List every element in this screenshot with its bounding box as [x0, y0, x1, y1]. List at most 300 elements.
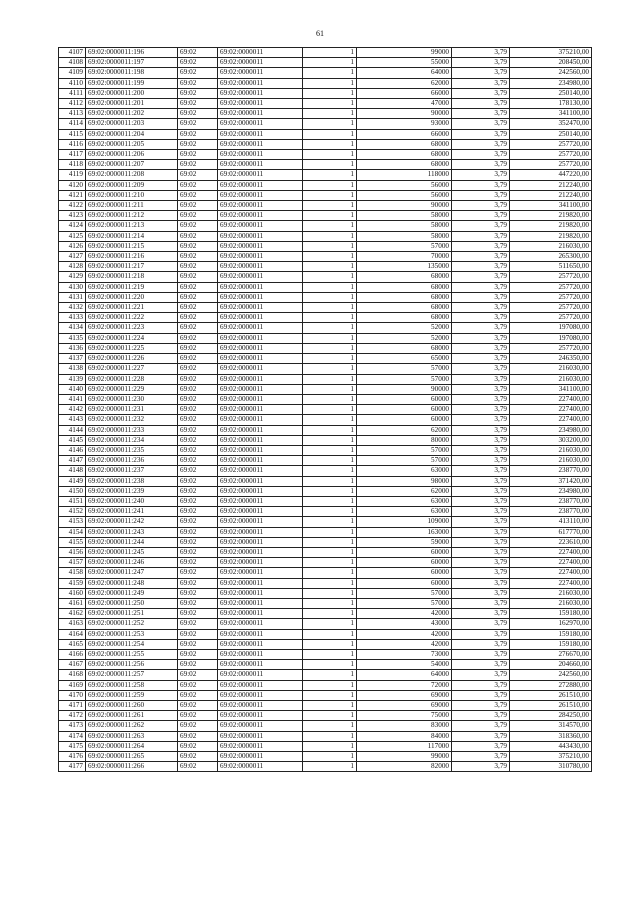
quarter-code-cell: 69:02:0000011 [218, 609, 303, 619]
cadastral-value-cell: 257720,00 [510, 150, 592, 160]
area-cell: 60000 [357, 394, 452, 404]
count-cell: 1 [303, 405, 357, 415]
area-cell: 68000 [357, 343, 452, 353]
table-row [59, 486, 592, 496]
area-cell: 68000 [357, 160, 452, 170]
table-row [59, 241, 592, 251]
table-row [59, 496, 592, 506]
count-cell: 1 [303, 547, 357, 557]
cadastral-value-cell: 303200,00 [510, 435, 592, 445]
count-cell: 1 [303, 445, 357, 455]
district-code-cell: 69:02 [178, 303, 218, 313]
cadastral-number-cell: 69:02:0000011:236 [86, 456, 178, 466]
rate-cell: 3,79 [452, 48, 510, 58]
count-cell: 1 [303, 374, 357, 384]
table-row [59, 221, 592, 231]
area-cell: 60000 [357, 568, 452, 578]
area-cell: 62000 [357, 486, 452, 496]
table-row [59, 394, 592, 404]
rate-cell: 3,79 [452, 568, 510, 578]
cadastral-number-cell: 69:02:0000011:254 [86, 639, 178, 649]
cadastral-number-cell: 69:02:0000011:225 [86, 343, 178, 353]
row-number-cell: 4158 [59, 568, 86, 578]
district-code-cell: 69:02 [178, 252, 218, 262]
area-cell: 90000 [357, 109, 452, 119]
table-row [59, 129, 592, 139]
area-cell: 42000 [357, 629, 452, 639]
area-cell: 52000 [357, 323, 452, 333]
quarter-code-cell: 69:02:0000011 [218, 670, 303, 680]
area-cell: 60000 [357, 578, 452, 588]
count-cell: 1 [303, 211, 357, 221]
row-number-cell: 4164 [59, 629, 86, 639]
quarter-code-cell: 69:02:0000011 [218, 150, 303, 160]
table-row [59, 466, 592, 476]
cadastral-number-cell: 69:02:0000011:263 [86, 731, 178, 741]
rate-cell: 3,79 [452, 292, 510, 302]
land-parcel-table [58, 47, 592, 772]
district-code-cell: 69:02 [178, 343, 218, 353]
quarter-code-cell: 69:02:0000011 [218, 109, 303, 119]
quarter-code-cell: 69:02:0000011 [218, 99, 303, 109]
area-cell: 58000 [357, 211, 452, 221]
row-number-cell: 4144 [59, 425, 86, 435]
row-number-cell: 4156 [59, 547, 86, 557]
rate-cell: 3,79 [452, 262, 510, 272]
area-cell: 42000 [357, 609, 452, 619]
area-cell: 62000 [357, 425, 452, 435]
count-cell: 1 [303, 190, 357, 200]
row-number-cell: 4159 [59, 578, 86, 588]
count-cell: 1 [303, 99, 357, 109]
table-row [59, 343, 592, 353]
rate-cell: 3,79 [452, 384, 510, 394]
area-cell: 68000 [357, 272, 452, 282]
district-code-cell: 69:02 [178, 282, 218, 292]
cadastral-value-cell: 310780,00 [510, 762, 592, 772]
district-code-cell: 69:02 [178, 690, 218, 700]
quarter-code-cell: 69:02:0000011 [218, 313, 303, 323]
count-cell: 1 [303, 690, 357, 700]
quarter-code-cell: 69:02:0000011 [218, 211, 303, 221]
rate-cell: 3,79 [452, 303, 510, 313]
cadastral-value-cell: 234980,00 [510, 425, 592, 435]
district-code-cell: 69:02 [178, 190, 218, 200]
cadastral-number-cell: 69:02:0000011:202 [86, 109, 178, 119]
cadastral-number-cell: 69:02:0000011:209 [86, 180, 178, 190]
rate-cell: 3,79 [452, 680, 510, 690]
rate-cell: 3,79 [452, 619, 510, 629]
cadastral-value-cell: 216030,00 [510, 456, 592, 466]
row-number-cell: 4110 [59, 78, 86, 88]
cadastral-value-cell: 219820,00 [510, 221, 592, 231]
cadastral-number-cell: 69:02:0000011:204 [86, 129, 178, 139]
row-number-cell: 4143 [59, 415, 86, 425]
row-number-cell: 4138 [59, 364, 86, 374]
row-number-cell: 4135 [59, 333, 86, 343]
quarter-code-cell: 69:02:0000011 [218, 639, 303, 649]
quarter-code-cell: 69:02:0000011 [218, 721, 303, 731]
count-cell: 1 [303, 150, 357, 160]
district-code-cell: 69:02 [178, 537, 218, 547]
count-cell: 1 [303, 252, 357, 262]
cadastral-number-cell: 69:02:0000011:253 [86, 629, 178, 639]
rate-cell: 3,79 [452, 150, 510, 160]
quarter-code-cell: 69:02:0000011 [218, 568, 303, 578]
cadastral-value-cell: 216030,00 [510, 241, 592, 251]
table-row [59, 547, 592, 557]
table-row [59, 180, 592, 190]
area-cell: 90000 [357, 384, 452, 394]
table-row [59, 435, 592, 445]
count-cell: 1 [303, 272, 357, 282]
cadastral-number-cell: 69:02:0000011:265 [86, 752, 178, 762]
rate-cell: 3,79 [452, 333, 510, 343]
area-cell: 65000 [357, 354, 452, 364]
table-row [59, 139, 592, 149]
rate-cell: 3,79 [452, 88, 510, 98]
quarter-code-cell: 69:02:0000011 [218, 160, 303, 170]
quarter-code-cell: 69:02:0000011 [218, 405, 303, 415]
district-code-cell: 69:02 [178, 517, 218, 527]
row-number-cell: 4165 [59, 639, 86, 649]
cadastral-number-cell: 69:02:0000011:244 [86, 537, 178, 547]
district-code-cell: 69:02 [178, 680, 218, 690]
area-cell: 60000 [357, 547, 452, 557]
table-row [59, 68, 592, 78]
rate-cell: 3,79 [452, 466, 510, 476]
cadastral-number-cell: 69:02:0000011:231 [86, 405, 178, 415]
table-row [59, 649, 592, 659]
rate-cell: 3,79 [452, 629, 510, 639]
cadastral-number-cell: 69:02:0000011:199 [86, 78, 178, 88]
cadastral-value-cell: 227400,00 [510, 547, 592, 557]
rate-cell: 3,79 [452, 496, 510, 506]
district-code-cell: 69:02 [178, 578, 218, 588]
cadastral-value-cell: 212240,00 [510, 190, 592, 200]
cadastral-value-cell: 257720,00 [510, 292, 592, 302]
row-number-cell: 4167 [59, 660, 86, 670]
cadastral-number-cell: 69:02:0000011:262 [86, 721, 178, 731]
row-number-cell: 4124 [59, 221, 86, 231]
count-cell: 1 [303, 486, 357, 496]
area-cell: 54000 [357, 660, 452, 670]
cadastral-value-cell: 341100,00 [510, 201, 592, 211]
rate-cell: 3,79 [452, 670, 510, 680]
district-code-cell: 69:02 [178, 496, 218, 506]
area-cell: 72000 [357, 680, 452, 690]
area-cell: 68000 [357, 139, 452, 149]
quarter-code-cell: 69:02:0000011 [218, 364, 303, 374]
row-number-cell: 4113 [59, 109, 86, 119]
district-code-cell: 69:02 [178, 660, 218, 670]
cadastral-value-cell: 238770,00 [510, 496, 592, 506]
district-code-cell: 69:02 [178, 150, 218, 160]
area-cell: 75000 [357, 711, 452, 721]
quarter-code-cell: 69:02:0000011 [218, 466, 303, 476]
rate-cell: 3,79 [452, 456, 510, 466]
count-cell: 1 [303, 507, 357, 517]
district-code-cell: 69:02 [178, 486, 218, 496]
table-row [59, 415, 592, 425]
count-cell: 1 [303, 231, 357, 241]
cadastral-value-cell: 257720,00 [510, 282, 592, 292]
row-number-cell: 4119 [59, 170, 86, 180]
table-row [59, 680, 592, 690]
cadastral-value-cell: 257720,00 [510, 139, 592, 149]
cadastral-value-cell: 227400,00 [510, 405, 592, 415]
district-code-cell: 69:02 [178, 99, 218, 109]
rate-cell: 3,79 [452, 68, 510, 78]
count-cell: 1 [303, 282, 357, 292]
count-cell: 1 [303, 660, 357, 670]
quarter-code-cell: 69:02:0000011 [218, 58, 303, 68]
area-cell: 59000 [357, 537, 452, 547]
district-code-cell: 69:02 [178, 180, 218, 190]
cadastral-value-cell: 197080,00 [510, 333, 592, 343]
table-row [59, 231, 592, 241]
table-row [59, 731, 592, 741]
rate-cell: 3,79 [452, 476, 510, 486]
district-code-cell: 69:02 [178, 629, 218, 639]
count-cell: 1 [303, 517, 357, 527]
cadastral-value-cell: 375210,00 [510, 48, 592, 58]
quarter-code-cell: 69:02:0000011 [218, 262, 303, 272]
cadastral-number-cell: 69:02:0000011:228 [86, 374, 178, 384]
table-row [59, 354, 592, 364]
area-cell: 163000 [357, 527, 452, 537]
table-row [59, 384, 592, 394]
count-cell: 1 [303, 48, 357, 58]
area-cell: 57000 [357, 445, 452, 455]
district-code-cell: 69:02 [178, 170, 218, 180]
area-cell: 57000 [357, 364, 452, 374]
area-cell: 82000 [357, 762, 452, 772]
quarter-code-cell: 69:02:0000011 [218, 629, 303, 639]
rate-cell: 3,79 [452, 129, 510, 139]
cadastral-number-cell: 69:02:0000011:214 [86, 231, 178, 241]
count-cell: 1 [303, 496, 357, 506]
rate-cell: 3,79 [452, 731, 510, 741]
rate-cell: 3,79 [452, 588, 510, 598]
quarter-code-cell: 69:02:0000011 [218, 711, 303, 721]
district-code-cell: 69:02 [178, 445, 218, 455]
row-number-cell: 4168 [59, 670, 86, 680]
area-cell: 68000 [357, 282, 452, 292]
count-cell: 1 [303, 78, 357, 88]
cadastral-number-cell: 69:02:0000011:224 [86, 333, 178, 343]
cadastral-number-cell: 69:02:0000011:207 [86, 160, 178, 170]
table-row [59, 109, 592, 119]
quarter-code-cell: 69:02:0000011 [218, 88, 303, 98]
district-code-cell: 69:02 [178, 272, 218, 282]
cadastral-number-cell: 69:02:0000011:200 [86, 88, 178, 98]
cadastral-number-cell: 69:02:0000011:205 [86, 139, 178, 149]
cadastral-number-cell: 69:02:0000011:227 [86, 364, 178, 374]
row-number-cell: 4157 [59, 558, 86, 568]
quarter-code-cell: 69:02:0000011 [218, 129, 303, 139]
cadastral-value-cell: 257720,00 [510, 272, 592, 282]
cadastral-number-cell: 69:02:0000011:219 [86, 282, 178, 292]
cadastral-value-cell: 341100,00 [510, 384, 592, 394]
count-cell: 1 [303, 701, 357, 711]
district-code-cell: 69:02 [178, 619, 218, 629]
cadastral-number-cell: 69:02:0000011:256 [86, 660, 178, 670]
cadastral-number-cell: 69:02:0000011:248 [86, 578, 178, 588]
quarter-code-cell: 69:02:0000011 [218, 435, 303, 445]
cadastral-value-cell: 227400,00 [510, 558, 592, 568]
area-cell: 118000 [357, 170, 452, 180]
table-row [59, 364, 592, 374]
row-number-cell: 4112 [59, 99, 86, 109]
cadastral-number-cell: 69:02:0000011:198 [86, 68, 178, 78]
cadastral-value-cell: 159180,00 [510, 629, 592, 639]
cadastral-number-cell: 69:02:0000011:230 [86, 394, 178, 404]
area-cell: 57000 [357, 598, 452, 608]
row-number-cell: 4126 [59, 241, 86, 251]
cadastral-number-cell: 69:02:0000011:210 [86, 190, 178, 200]
row-number-cell: 4161 [59, 598, 86, 608]
district-code-cell: 69:02 [178, 160, 218, 170]
table-row [59, 476, 592, 486]
table-row [59, 507, 592, 517]
count-cell: 1 [303, 588, 357, 598]
row-number-cell: 4140 [59, 384, 86, 394]
district-code-cell: 69:02 [178, 568, 218, 578]
district-code-cell: 69:02 [178, 425, 218, 435]
row-number-cell: 4170 [59, 690, 86, 700]
row-number-cell: 4116 [59, 139, 86, 149]
row-number-cell: 4130 [59, 282, 86, 292]
area-cell: 83000 [357, 721, 452, 731]
count-cell: 1 [303, 670, 357, 680]
count-cell: 1 [303, 578, 357, 588]
rate-cell: 3,79 [452, 752, 510, 762]
table-row [59, 211, 592, 221]
row-number-cell: 4146 [59, 445, 86, 455]
cadastral-number-cell: 69:02:0000011:233 [86, 425, 178, 435]
cadastral-value-cell: 159180,00 [510, 609, 592, 619]
rate-cell: 3,79 [452, 517, 510, 527]
rate-cell: 3,79 [452, 445, 510, 455]
table-row [59, 741, 592, 751]
quarter-code-cell: 69:02:0000011 [218, 425, 303, 435]
cadastral-value-cell: 276670,00 [510, 649, 592, 659]
row-number-cell: 4142 [59, 405, 86, 415]
count-cell: 1 [303, 323, 357, 333]
cadastral-number-cell: 69:02:0000011:266 [86, 762, 178, 772]
quarter-code-cell: 69:02:0000011 [218, 343, 303, 353]
quarter-code-cell: 69:02:0000011 [218, 517, 303, 527]
rate-cell: 3,79 [452, 435, 510, 445]
row-number-cell: 4133 [59, 313, 86, 323]
row-number-cell: 4141 [59, 394, 86, 404]
cadastral-number-cell: 69:02:0000011:222 [86, 313, 178, 323]
cadastral-value-cell: 216030,00 [510, 374, 592, 384]
area-cell: 99000 [357, 752, 452, 762]
quarter-code-cell: 69:02:0000011 [218, 190, 303, 200]
row-number-cell: 4172 [59, 711, 86, 721]
count-cell: 1 [303, 303, 357, 313]
row-number-cell: 4149 [59, 476, 86, 486]
area-cell: 70000 [357, 252, 452, 262]
rate-cell: 3,79 [452, 272, 510, 282]
district-code-cell: 69:02 [178, 639, 218, 649]
quarter-code-cell: 69:02:0000011 [218, 333, 303, 343]
table-row [59, 568, 592, 578]
quarter-code-cell: 69:02:0000011 [218, 221, 303, 231]
table-row [59, 517, 592, 527]
count-cell: 1 [303, 568, 357, 578]
rate-cell: 3,79 [452, 762, 510, 772]
cadastral-value-cell: 257720,00 [510, 313, 592, 323]
table-row [59, 639, 592, 649]
rate-cell: 3,79 [452, 415, 510, 425]
district-code-cell: 69:02 [178, 588, 218, 598]
row-number-cell: 4148 [59, 466, 86, 476]
count-cell: 1 [303, 476, 357, 486]
cadastral-value-cell: 341100,00 [510, 109, 592, 119]
row-number-cell: 4153 [59, 517, 86, 527]
count-cell: 1 [303, 221, 357, 231]
area-cell: 63000 [357, 507, 452, 517]
area-cell: 56000 [357, 180, 452, 190]
cadastral-number-cell: 69:02:0000011:217 [86, 262, 178, 272]
table-body [59, 48, 592, 772]
cadastral-number-cell: 69:02:0000011:260 [86, 701, 178, 711]
rate-cell: 3,79 [452, 507, 510, 517]
area-cell: 68000 [357, 150, 452, 160]
rate-cell: 3,79 [452, 119, 510, 129]
cadastral-value-cell: 216030,00 [510, 364, 592, 374]
cadastral-number-cell: 69:02:0000011:235 [86, 445, 178, 455]
district-code-cell: 69:02 [178, 241, 218, 251]
cadastral-number-cell: 69:02:0000011:245 [86, 547, 178, 557]
rate-cell: 3,79 [452, 211, 510, 221]
cadastral-value-cell: 318360,00 [510, 731, 592, 741]
row-number-cell: 4175 [59, 741, 86, 751]
count-cell: 1 [303, 629, 357, 639]
table-row [59, 578, 592, 588]
area-cell: 84000 [357, 731, 452, 741]
quarter-code-cell: 69:02:0000011 [218, 558, 303, 568]
row-number-cell: 4147 [59, 456, 86, 466]
area-cell: 90000 [357, 201, 452, 211]
rate-cell: 3,79 [452, 354, 510, 364]
table-row [59, 323, 592, 333]
count-cell: 1 [303, 129, 357, 139]
row-number-cell: 4122 [59, 201, 86, 211]
area-cell: 63000 [357, 466, 452, 476]
row-number-cell: 4136 [59, 343, 86, 353]
cadastral-number-cell: 69:02:0000011:261 [86, 711, 178, 721]
quarter-code-cell: 69:02:0000011 [218, 394, 303, 404]
rate-cell: 3,79 [452, 343, 510, 353]
cadastral-value-cell: 223610,00 [510, 537, 592, 547]
row-number-cell: 4139 [59, 374, 86, 384]
cadastral-number-cell: 69:02:0000011:212 [86, 211, 178, 221]
district-code-cell: 69:02 [178, 364, 218, 374]
district-code-cell: 69:02 [178, 201, 218, 211]
row-number-cell: 4109 [59, 68, 86, 78]
quarter-code-cell: 69:02:0000011 [218, 374, 303, 384]
quarter-code-cell: 69:02:0000011 [218, 384, 303, 394]
table-row [59, 282, 592, 292]
cadastral-number-cell: 69:02:0000011:213 [86, 221, 178, 231]
cadastral-value-cell: 443430,00 [510, 741, 592, 751]
row-number-cell: 4115 [59, 129, 86, 139]
count-cell: 1 [303, 333, 357, 343]
